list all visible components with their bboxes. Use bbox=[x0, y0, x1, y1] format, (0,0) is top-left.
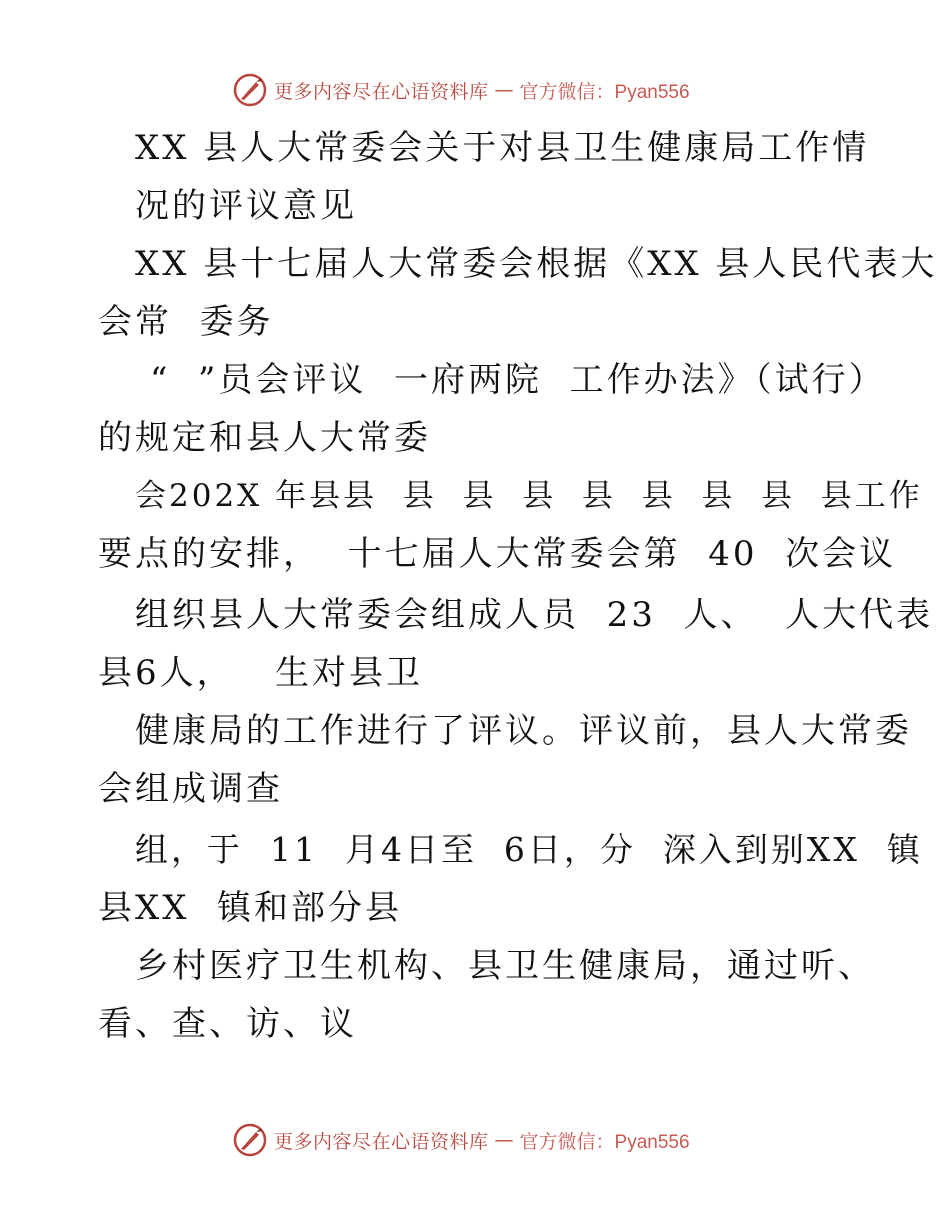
watermark-wechat: 官方微信：Pyan556 bbox=[519, 1131, 690, 1153]
header-watermark bbox=[232, 70, 690, 110]
watermark-text: 更多内容尽在心语资料库 bbox=[274, 80, 489, 103]
doc-paragraph-line: 的规定和县人大常委 bbox=[98, 418, 431, 458]
doc-paragraph-line: XX 县十七届人大常委会根据《XX 县人民代表大 bbox=[135, 244, 938, 284]
watermark-wechat: 官方微信：Pyan556 bbox=[519, 81, 690, 103]
watermark-text: 更多内容尽在心语资料库 bbox=[274, 1130, 489, 1153]
footer-watermark bbox=[232, 1120, 690, 1160]
doc-paragraph-line: “ ”员会评议 一府两院 工作办法》（试行） bbox=[150, 360, 886, 400]
quill-circle-logo-icon bbox=[232, 72, 268, 108]
watermark-separator: — bbox=[494, 1129, 514, 1151]
doc-paragraph-line: 县6人， 生对县卫 bbox=[98, 653, 424, 693]
doc-paragraph-line: 组，于 11 月4日至 6日，分 深入到别XX 镇 bbox=[135, 830, 923, 869]
doc-paragraph-line: 看、查、访、议 bbox=[98, 1004, 357, 1044]
doc-paragraph-line: 县XX 镇和部分县 bbox=[98, 888, 403, 928]
doc-title-line-1: XX 县人大常委会关于对县卫生健康局工作情 bbox=[135, 128, 870, 168]
watermark-separator: — bbox=[494, 79, 514, 101]
quill-circle-logo-icon bbox=[232, 1122, 268, 1158]
doc-paragraph-line: 要点的安排， 十七届人大常委会第 40 次会议 bbox=[98, 534, 897, 574]
doc-title-line-2: 况的评议意见 bbox=[135, 186, 357, 226]
doc-paragraph-line: 会组成调查 bbox=[98, 769, 283, 809]
doc-paragraph-line: 健康局的工作进行了评议。评议前，县人大常委 bbox=[135, 711, 912, 751]
doc-paragraph-line: 乡村医疗卫生机构、县卫生健康局，通过听、 bbox=[135, 946, 875, 986]
doc-paragraph-line: 会常 委务 bbox=[98, 302, 274, 342]
doc-paragraph-line: 组织县人大常委会组成人员 23 人、 人大代表 bbox=[135, 595, 934, 635]
doc-paragraph-line: 会202X 年县县 县 县 县 县 县 县 县 县工作 bbox=[135, 478, 923, 514]
